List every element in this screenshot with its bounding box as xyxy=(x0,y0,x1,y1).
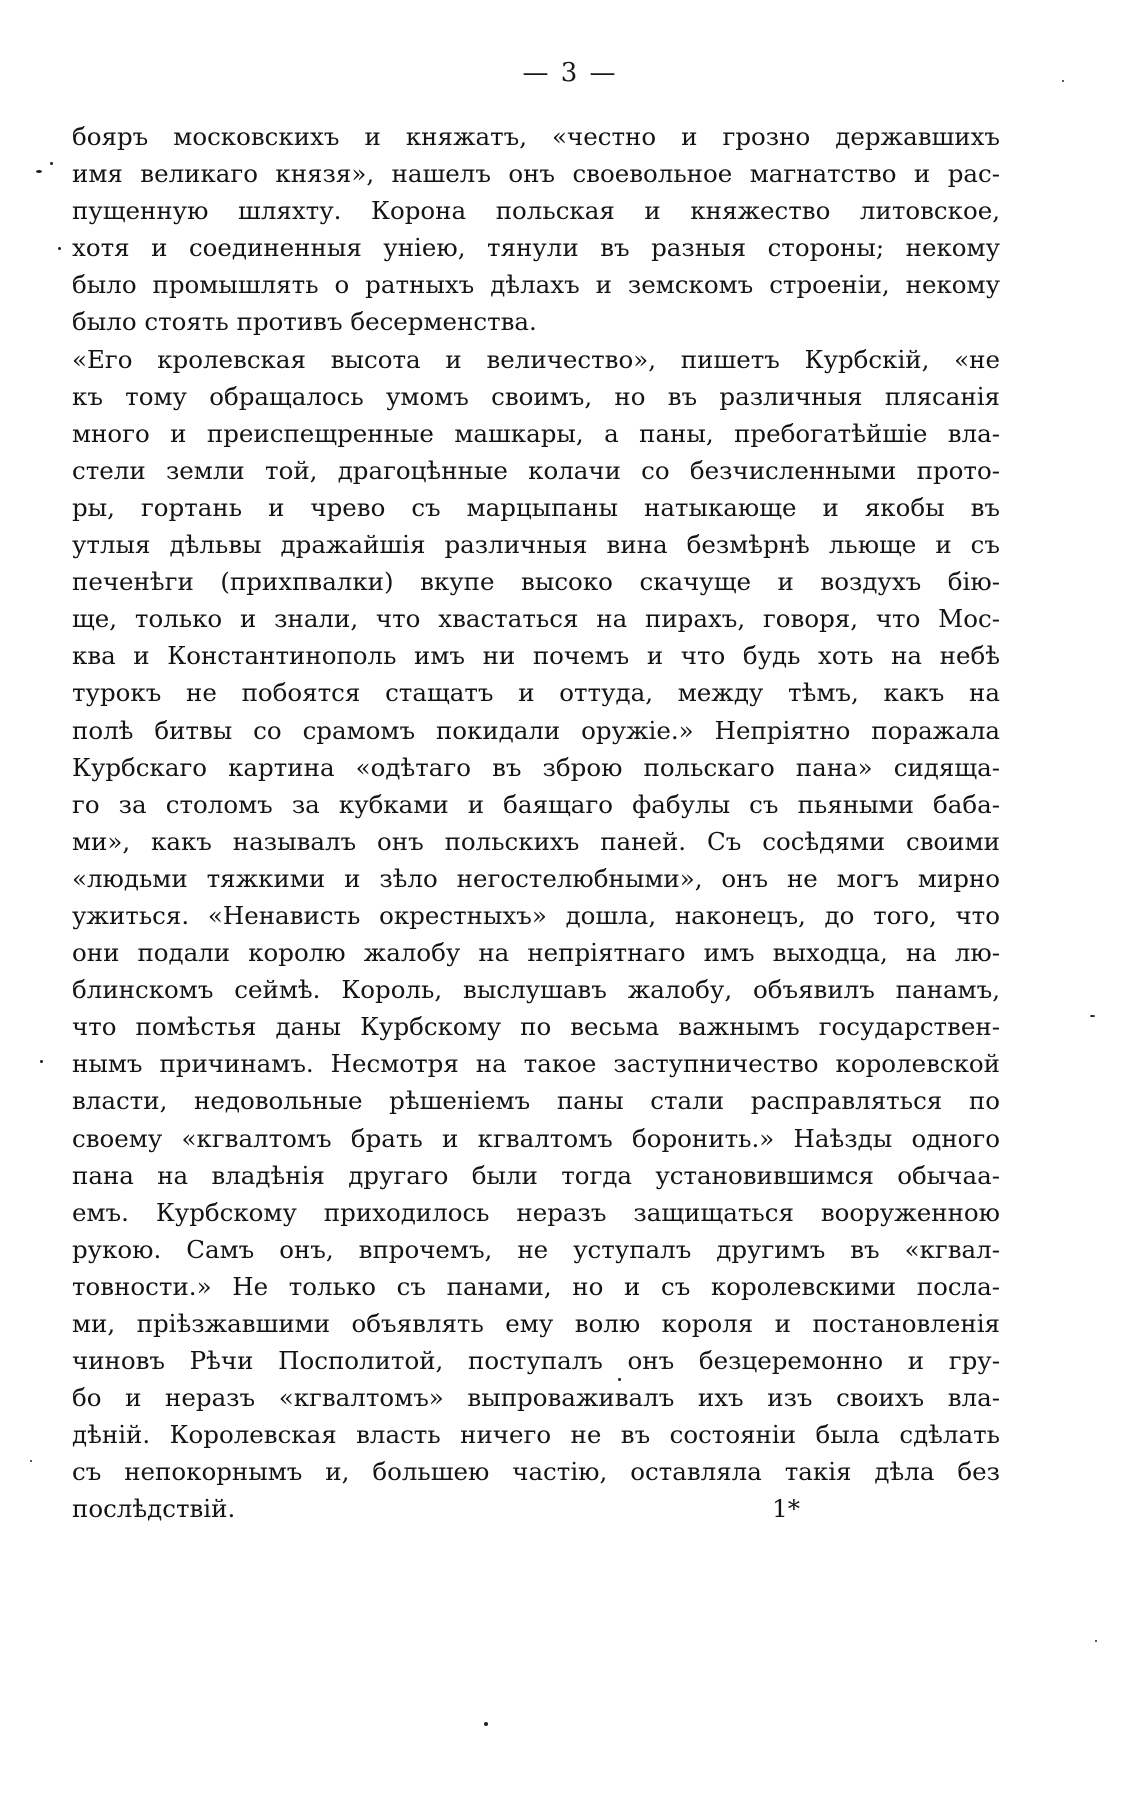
text-line: ми, пріѣзжавшими объявлять ему волю короля и постановленія xyxy=(72,1309,1000,1338)
scan-speck xyxy=(50,162,53,165)
text-line: своему «кгвалтомъ брать и кгвалтомъ боронить.» Наѣзды одного xyxy=(72,1123,1000,1153)
text-line: что помѣстья даны Курбскому по весьма важнымъ государствен- xyxy=(72,1012,1000,1042)
text-line: «людьми тяжкими и зѣло негостелюбными», онъ не могъ мирно xyxy=(72,863,1000,893)
text-line: дѣній. Королевская власть ничего не въ состояніи была сдѣлать xyxy=(72,1420,1000,1450)
text-line: ква и Константинополь имъ ни почемъ и что будь хоть на небѣ xyxy=(72,641,1000,671)
paragraph xyxy=(72,341,1000,1528)
scan-speck xyxy=(1095,1640,1097,1642)
text-line: ры, гортань и чрево съ марцыпаны натыкающе и якобы въ xyxy=(72,492,1000,522)
scan-speck xyxy=(618,1378,621,1381)
text-line: рукою. Самъ онъ, впрочемъ, не уступалъ другимъ въ «кгвал- xyxy=(72,1234,1000,1264)
text-line: бояръ московскихъ и княжатъ, «честно и грозно державшихъ xyxy=(72,122,1000,151)
scan-speck xyxy=(1090,1015,1095,1017)
text-line: емъ. Курбскому приходилось неразъ защищаться вооруженною xyxy=(72,1197,1000,1227)
body-text xyxy=(72,118,1000,1528)
scan-speck xyxy=(30,1460,32,1462)
text-line: съ непокорнымъ и, большею частію, оставляла такія дѣла без xyxy=(72,1457,1000,1487)
scan-speck xyxy=(40,1060,43,1063)
scan-speck xyxy=(58,247,61,250)
text-line: ще, только и знали, что хвастаться на пирахъ, говоря, что Мос- xyxy=(72,604,1000,634)
text-line: бо и неразъ «кгвалтомъ» выпроваживалъ ихъ изъ своихъ вла- xyxy=(72,1383,1000,1413)
text-line: было промышлять о ратныхъ дѣлахъ и земскомъ строеніи, некому xyxy=(72,270,1000,300)
text-line: къ тому обращалось умомъ своимъ, но въ различныя плясанія xyxy=(72,381,1000,411)
signature-mark: 1* xyxy=(772,1494,800,1524)
text-line: ужиться. «Ненависть окрестныхъ» дошла, наконецъ, до того, что xyxy=(72,900,1000,930)
text-line: товности.» Не только съ панами, но и съ королевскими посла- xyxy=(72,1271,1000,1301)
text-line: нымъ причинамъ. Несмотря на такое заступничество королевской xyxy=(72,1049,1000,1079)
scan-speck xyxy=(36,170,42,173)
text-line: они подали королю жалобу на непріятнаго имъ выходца, на лю- xyxy=(72,938,1000,968)
text-line: было стоять противъ бесерменства. xyxy=(72,307,537,337)
text-line: имя великаго князя», нашелъ онъ своевольное магнатство и рас- xyxy=(72,159,1000,189)
text-line: турокъ не побоятся стащатъ и оттуда, между тѣмъ, какъ на xyxy=(72,678,1000,708)
text-line: много и преиспещренные машкары, а паны, пребогатѣйшіе вла- xyxy=(72,418,1000,448)
text-line: Курбскаго картина «одѣтаго въ зброю польскаго пана» сидяща- xyxy=(72,752,1000,782)
final-line xyxy=(72,1490,1000,1527)
text-line: стели земли той, драгоцѣнные колачи со безчисленными прото- xyxy=(72,455,1000,485)
text-line: хотя и соединенныя уніею, тянули въ разныя стороны; некому xyxy=(72,233,1000,263)
text-line: «Его кролевская высота и величество», пишетъ Курбскій, «не xyxy=(72,344,1000,374)
text-line: утлыя дѣльвы дражайшія различныя вина безмѣрнѣ льюще и съ xyxy=(72,530,1000,560)
text-line: блинскомъ сеймѣ. Король, выслушавъ жалобу, объявилъ панамъ, xyxy=(72,975,1000,1005)
scan-speck xyxy=(1062,80,1064,82)
scan-speck xyxy=(484,1722,488,1726)
text-line: ми», какъ называлъ онъ польскихъ паней. Съ сосѣдями своими xyxy=(72,826,1000,856)
text-line: пана на владѣнія другаго были тогда установившимся обычаа- xyxy=(72,1160,1000,1190)
paragraph xyxy=(72,118,1000,341)
text-line: послѣдствій. xyxy=(72,1494,236,1524)
text-line: чиновъ Рѣчи Посполитой, поступалъ онъ безцеремонно и гру- xyxy=(72,1346,1000,1376)
page-number: — 3 — xyxy=(522,58,618,88)
text-line: пущенную шляхту. Корона польская и княжество литовское, xyxy=(72,196,1000,226)
text-line: власти, недовольные рѣшеніемъ паны стали расправляться по xyxy=(72,1086,1000,1116)
text-line: го за столомъ за кубками и баящаго фабулы съ пьяными баба- xyxy=(72,789,1000,819)
text-line: полѣ битвы со срамомъ покидали оружіе.» Непріятно поражала xyxy=(72,715,1000,745)
text-line: печенѣги (прихпвалки) вкупе высоко скачуще и воздухъ бію- xyxy=(72,567,1000,597)
